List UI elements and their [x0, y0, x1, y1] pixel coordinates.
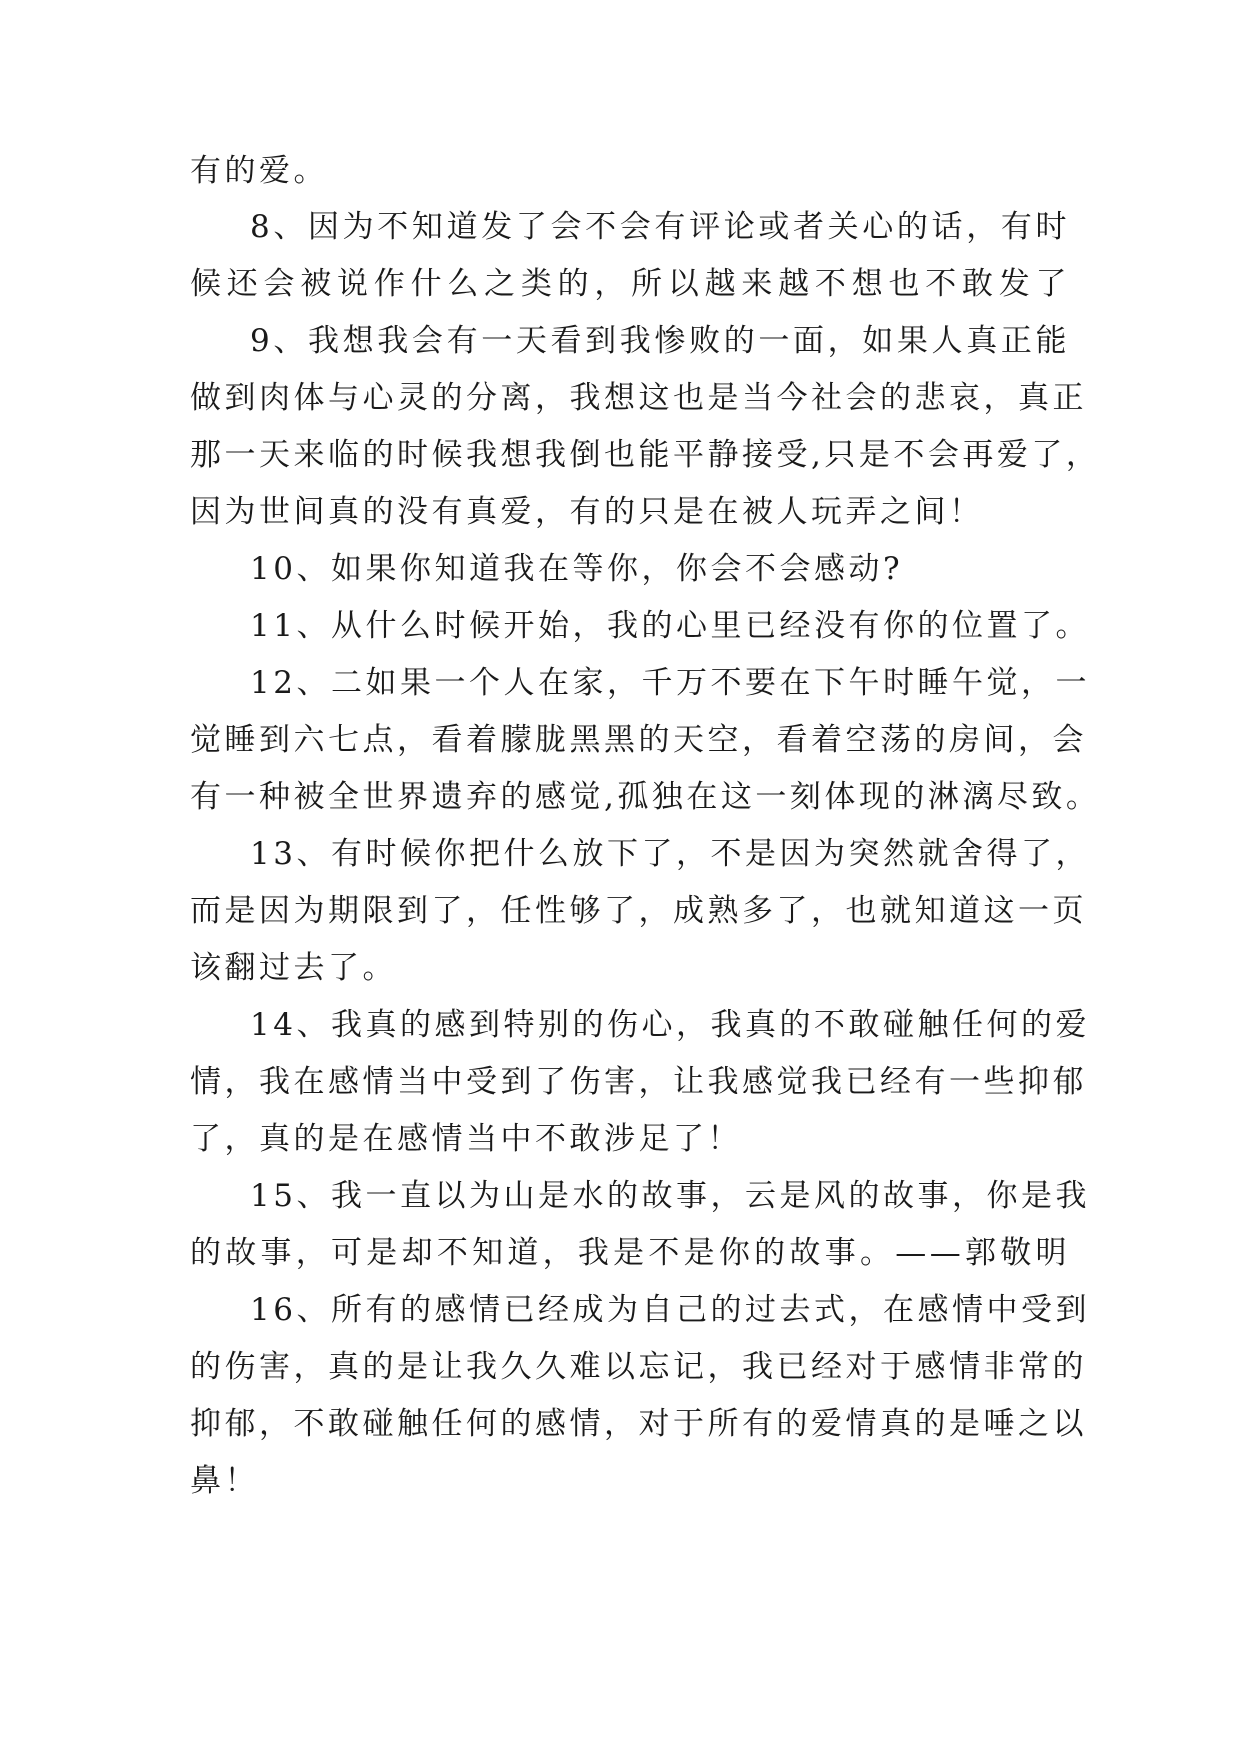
text-line: 候还会被说作什么之类的，所以越来越不想也不敢发了 — [190, 266, 1070, 302]
text-line: 10、如果你知道我在等你，你会不会感动? — [250, 551, 904, 587]
text-line: 的伤害，真的是让我久久难以忘记，我已经对于感情非常的 — [190, 1349, 1087, 1385]
text-line: 12、二如果一个人在家，千万不要在下午时睡午觉，一 — [250, 665, 1090, 701]
text-line: 15、我一直以为山是水的故事，云是风的故事，你是我 — [250, 1178, 1090, 1214]
text-line: 而是因为期限到了，任性够了，成熟多了，也就知道这一页 — [190, 893, 1087, 929]
text-line: 该翻过去了。 — [190, 950, 397, 986]
text-line: 抑郁，不敢碰触任何的感情，对于所有的爱情真的是唾之以 — [190, 1406, 1087, 1442]
text-line: 11、从什么时候开始，我的心里已经没有你的位置了。 — [250, 608, 1090, 644]
text-line: 鼻！ — [190, 1463, 259, 1499]
text-line: 做到肉体与心灵的分离，我想这也是当今社会的悲哀，真正 — [190, 380, 1087, 416]
text-line: 有一种被全世界遗弃的感觉,孤独在这一刻体现的淋漓尽致。 — [190, 779, 1101, 815]
text-line: 16、所有的感情已经成为自己的过去式，在感情中受到 — [250, 1292, 1090, 1328]
text-line: 9、我想我会有一天看到我惨败的一面，如果人真正能 — [250, 323, 1070, 359]
text-line: 觉睡到六七点，看着朦胧黑黑的天空，看着空荡的房间，会 — [190, 722, 1087, 758]
text-line: 的故事，可是却不知道，我是不是你的故事。——郭敬明 — [190, 1235, 1070, 1271]
text-line: 了，真的是在感情当中不敢涉足了！ — [190, 1121, 742, 1157]
text-line: 因为世间真的没有真爱，有的只是在被人玩弄之间！ — [190, 494, 984, 530]
text-line: 14、我真的感到特别的伤心，我真的不敢碰触任何的爱 — [250, 1007, 1090, 1043]
text-line: 8、因为不知道发了会不会有评论或者关心的话，有时 — [250, 209, 1070, 245]
text-line: 情，我在感情当中受到了伤害，让我感觉我已经有一些抑郁 — [190, 1064, 1087, 1100]
text-line: 13、有时候你把什么放下了，不是因为突然就舍得了， — [250, 836, 1090, 872]
text-line: 有的爱。 — [190, 153, 328, 189]
text-line: 那一天来临的时候我想我倒也能平静接受,只是不会再爱了， — [190, 437, 1101, 473]
